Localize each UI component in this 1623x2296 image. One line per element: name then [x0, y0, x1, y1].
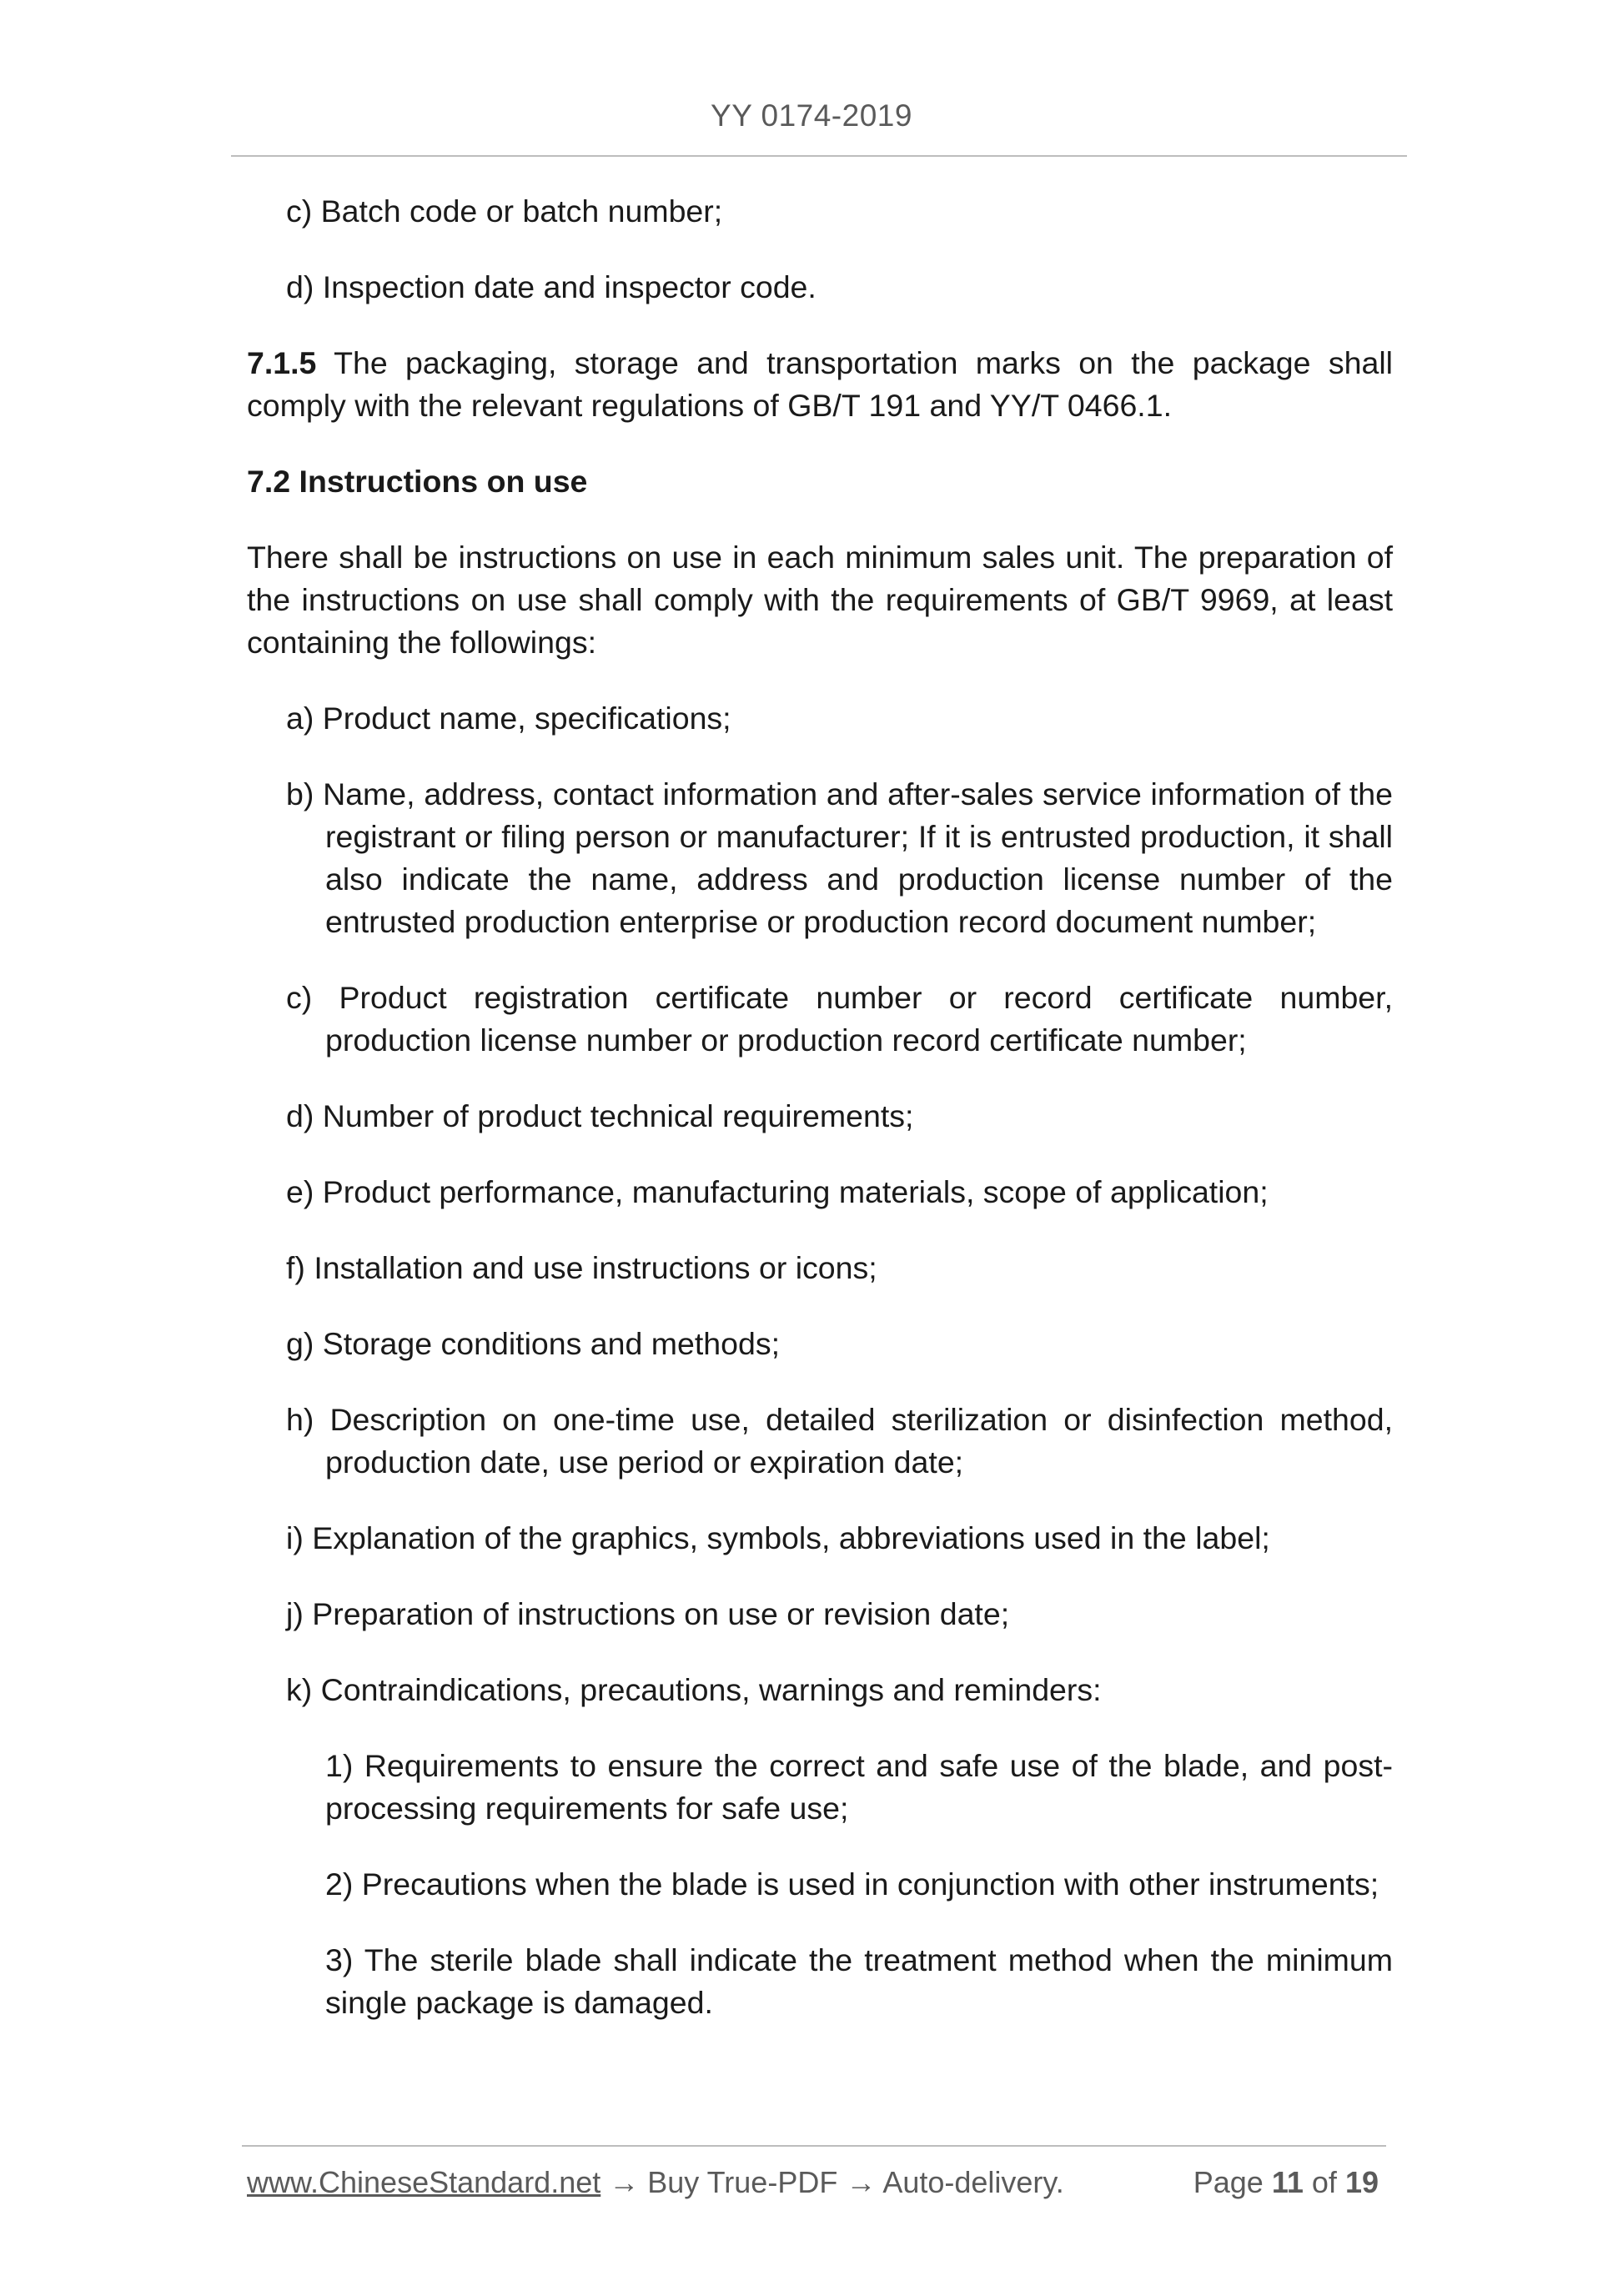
promo-text: → Buy True-PDF → Auto-delivery. — [600, 2165, 1064, 2199]
list-item-c: c) Product registration certificate number or record certificate number, production license number or production record certificate number; — [286, 980, 1393, 1058]
list-item-a: a) Product name, specifications; — [286, 701, 731, 736]
list-item-i: i) Explanation of the graphics, symbols, abbreviations used in the label; — [286, 1520, 1270, 1555]
list-item-d: d) Number of product technical requirements; — [286, 1098, 914, 1133]
section-intro: There shall be instructions on use in each minimum sales unit. The preparation of the instructions on use shall comply with the requirements of GB/T 9969, at least containing the followings: — [247, 540, 1393, 660]
list-item-batch-code: c) Batch code or batch number; — [286, 193, 723, 229]
clause-text: The packaging, storage and transportation marks on the package shall comply with the relevant regulations of GB/T 191 and YY/T 0466.1. — [247, 345, 1393, 423]
clause-number: 7.1.5 — [247, 345, 317, 380]
page-total: 19 — [1344, 2165, 1379, 2199]
sublist-item-3: 3) The sterile blade shall indicate the treatment method when the minimum single package is damaged. — [325, 1942, 1393, 2020]
list-item-b: b) Name, address, contact information and after-sales service information of the registrant or filing person or manufacturer; If it is entrusted production, it shall also indicate the name, address and production license number of the entrusted production enterprise or production record document number; — [286, 776, 1393, 939]
clause-7-1-5 — [247, 342, 1393, 427]
document-code-header: YY 0174-2019 — [711, 98, 912, 133]
list-item-k: k) Contraindications, precautions, warnings and reminders: — [286, 1672, 1102, 1707]
sublist-item-2: 2) Precautions when the blade is used in conjunction with other instruments; — [325, 1866, 1379, 1902]
list-item-h: h) Description on one-time use, detailed sterilization or disinfection method, production date, use period or expiration date; — [286, 1402, 1393, 1480]
sublist-item-1: 1) Requirements to ensure the correct and safe use of the blade, and post-processing requirements for safe use; — [325, 1748, 1393, 1826]
page-indicator — [1193, 2165, 1379, 2200]
page-label: Page — [1193, 2165, 1264, 2199]
section-heading: 7.2 Instructions on use — [247, 464, 588, 499]
page-footer — [247, 2165, 1386, 2200]
website-link[interactable]: www.ChineseStandard.net — [247, 2165, 601, 2199]
page-number: 11 — [1271, 2165, 1304, 2199]
header-divider — [231, 155, 1407, 157]
list-item-g: g) Storage conditions and methods; — [286, 1326, 781, 1361]
of-label: of — [1311, 2165, 1337, 2199]
list-item-j: j) Preparation of instructions on use or revision date; — [286, 1596, 1010, 1631]
footer-divider — [242, 2145, 1386, 2147]
page-body — [247, 190, 1393, 2057]
list-item-e: e) Product performance, manufacturing materials, scope of application; — [286, 1174, 1269, 1209]
list-item-f: f) Installation and use instructions or icons; — [286, 1250, 877, 1285]
list-item-inspection-date: d) Inspection date and inspector code. — [286, 269, 817, 304]
